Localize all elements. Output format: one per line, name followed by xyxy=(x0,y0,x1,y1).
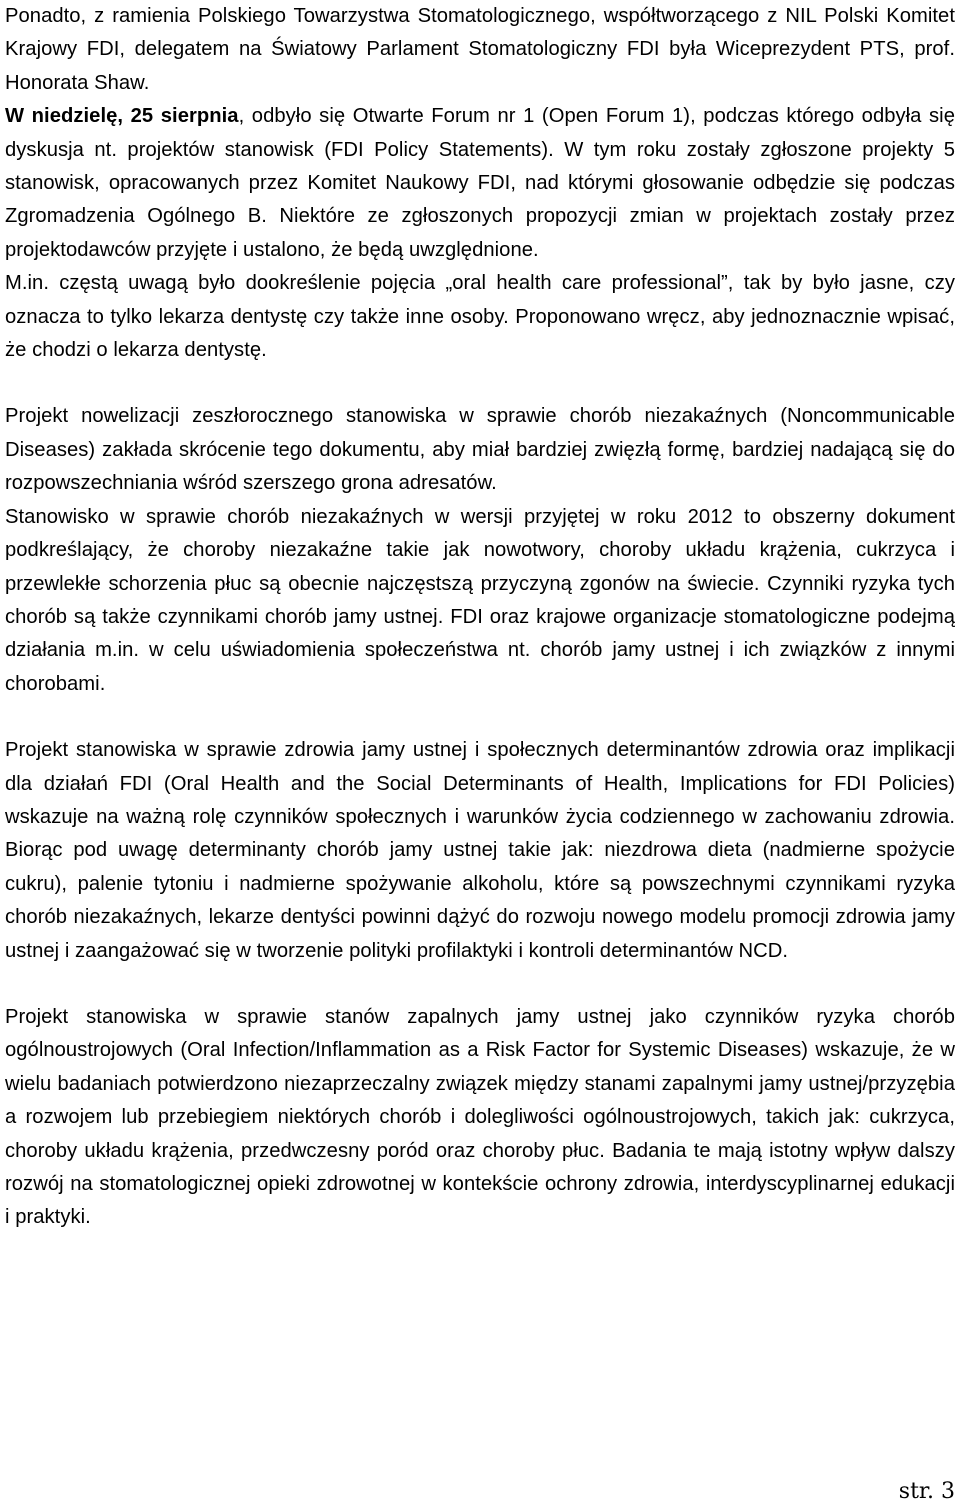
paragraph-open-forum xyxy=(5,100,955,267)
paragraph-ncd-2012: Stanowisko w sprawie chorób niezakaźnych w wersji przyjętej w roku 2012 to obszerny dokument podkreślający, że choroby niezakaźne takie jak nowotwory, choroby układu krążenia, cukrzyca i przewlekłe schorzenia płuc są obecnie najczęstszą przyczyną zgonów na świecie. Czynniki ryzyka tych chorób są także czynnikami chorób jamy ustnej. FDI oraz krajowe organizacje stomatologiczne podejmą działania m.in. w celu uświadomienia społeczeństwa nt. chorób jamy ustnej i ich związków z innymi chorobami. xyxy=(5,505,955,695)
paragraph-gap xyxy=(5,968,955,1001)
paragraph-open-forum-date: W niedzielę, 25 sierpnia xyxy=(5,105,239,128)
paragraph-delegate: Ponadto, z ramienia Polskiego Towarzystwa Stomatologicznego, współtworzącego z NIL Polski Komitet Krajowy FDI, delegatem na Światowy Parlament Stomatologiczny FDI była Wiceprezydent PTS, prof. Honorata Shaw. xyxy=(5,5,955,94)
document-page xyxy=(5,0,955,1235)
paragraph-gap xyxy=(5,701,955,734)
paragraph-ncd-project: Projekt nowelizacji zeszłorocznego stanowiska w sprawie chorób niezakaźnych (Noncommunicable Diseases) zakłada skrócenie tego dokumentu, aby miał bardziej zwięzłą formę, bardziej nadającą się do rozpowszechniania wśród szerszego grona adresatów. xyxy=(5,405,955,495)
page-number: str. 3 xyxy=(898,1479,955,1504)
paragraph-open-forum-text: , odbyło się Otwarte Forum nr 1 (Open Forum 1), podczas którego odbyła się dyskusja nt. projektów stanowisk (FDI Policy Statements). W tym roku zostały zgłoszone projekty 5 stanowisk, opracowanych przez Komitet Naukowy FDI, nad którymi głosowanie odbędzie się podczas Zgromadzenia Ogólnego B. Niektóre ze zgłoszonych propozycji zmian w projektach zostały przez projektodawców przyjęte i ustalono, że będą uwzględnione. xyxy=(5,105,955,261)
paragraph-social-determinants: Projekt stanowiska w sprawie zdrowia jamy ustnej i społecznych determinantów zdrowia oraz implikacji dla działań FDI (Oral Health and the Social Determinants of Health, Implications for FDI Policies) wskazuje na ważną rolę czynników społecznych i warunków życia codziennego w zachowaniu zdrowia. Biorąc pod uwagę determinanty chorób jamy ustnej takie jak: niezdrowa dieta (nadmierne spożycie cukru), palenie tytoniu i nadmierne spożywanie alkoholu, które są powszechnymi czynnikami ryzyka chorób niezakaźnych, lekarze dentyści powinni dążyć do rozwoju nowego modelu promocji zdrowia jamy ustnej i zaangażować się w tworzenie polityki profilaktyki i kontroli determinantów NCD. xyxy=(5,739,955,962)
paragraph-gap xyxy=(5,367,955,400)
paragraph-remarks: M.in. częstą uwagą było dookreślenie pojęcia „oral health care professional”, tak by było jasne, czy oznacza to tylko lekarza dentystę czy także inne osoby. Proponowano wręcz, aby jednoznacznie wpisać, że chodzi o lekarza dentystę. xyxy=(5,272,955,362)
paragraph-oral-infection: Projekt stanowiska w sprawie stanów zapalnych jamy ustnej jako czynników ryzyka chorób ogólnoustrojowych (Oral Infection/Inflammation as a Risk Factor for Systemic Diseases) wskazuje, że w wielu badaniach potwierdzono niezaprzeczalny związek między stanami zapalnymi jamy ustnej/przyzębia a rozwojem lub przebiegiem niektórych chorób i dolegliwości ogólnoustrojowych, takich jak: cukrzyca, choroby układu krążenia, przedwczesny poród oraz choroby płuc. Badania te mają istotny wpływ dalszy rozwój na stomatologicznej opieki zdrowotnej w kontekście ochrony zdrowia, interdyscyplinarnej edukacji i praktyki. xyxy=(5,1005,955,1229)
